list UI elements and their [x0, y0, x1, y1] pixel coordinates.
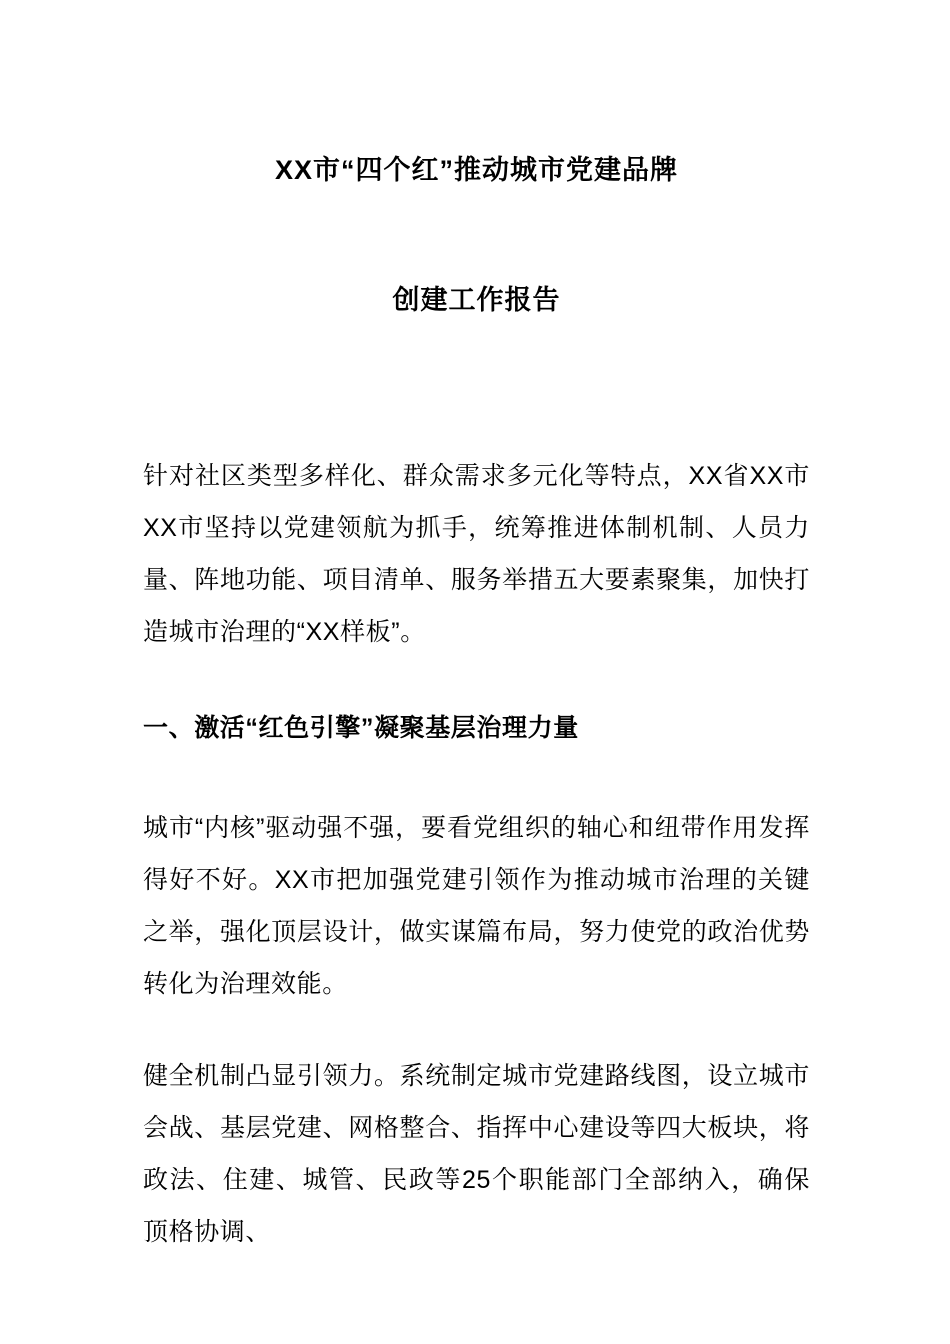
section-1-paragraph-2: 健全机制凸显引领力。系统制定城市党建路线图，设立城市会战、基层党建、网格整合、指挥中心建设等四大板块，将政法、住建、城管、民政等25个职能部门全部纳入，确保顶格协调、 [143, 1062, 810, 1246]
document-title-line-1: XX市“四个红”推动城市党建品牌 [274, 155, 679, 185]
section-1-paragraph-1: 城市“内核”驱动强不强，要看党组织的轴心和纽带作用发挥得好不好。XX市把加强党建引领作为推动城市治理的关键之举，强化顶层设计，做实谋篇布局，努力使党的政治优势转化为治理效能。 [143, 814, 810, 998]
intro-paragraph: 针对社区类型多样化、群众需求多元化等特点，XX省XX市XX市坚持以党建领航为抓手，统筹推进体制机制、人员力量、阵地功能、项目清单、服务举措五大要素聚集，加快打造城市治理的“XX样板”。 [143, 462, 810, 646]
section-1-heading: 一、激活“红色引擎”凝聚基层治理力量 [143, 714, 579, 742]
document-title-line-2: 创建工作报告 [392, 285, 561, 315]
